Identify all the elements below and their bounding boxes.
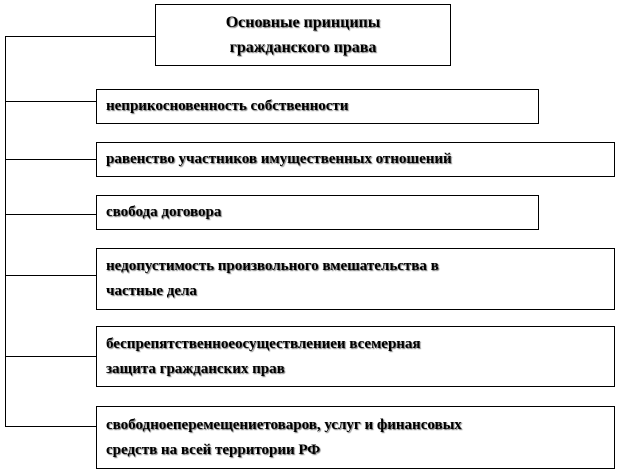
principle-label: беспрепятственноеосуществлениеи всемерная защита гражданских прав xyxy=(106,335,421,377)
principle-box-5 xyxy=(96,326,615,387)
principle-box-1 xyxy=(96,89,539,124)
branch-connector-2 xyxy=(5,159,96,160)
principle-box-4 xyxy=(96,248,615,310)
principle-box-6 xyxy=(96,406,615,469)
title-connector xyxy=(5,36,155,37)
branch-connector-1 xyxy=(5,101,96,102)
vertical-spine xyxy=(5,36,6,427)
principle-box-3 xyxy=(96,195,539,230)
principle-box-2 xyxy=(96,142,615,177)
branch-connector-4 xyxy=(5,275,96,276)
principle-label: равенство участников имущественных отношений xyxy=(106,151,452,167)
branch-connector-6 xyxy=(5,426,96,427)
principle-label: неприкосновенность собственности xyxy=(106,98,349,114)
branch-connector-3 xyxy=(5,214,96,215)
branch-connector-5 xyxy=(5,356,96,357)
diagram-title: Основные принципы гражданского права xyxy=(225,14,381,56)
principle-label: недопустимость произвольного вмешательства в частные дела xyxy=(106,258,439,299)
principle-label: свободноеперемещениетоваров, услуг и финансовых средств на всей территории РФ xyxy=(106,416,462,458)
principle-label: свобода договора xyxy=(106,204,222,220)
title-box xyxy=(155,4,451,66)
